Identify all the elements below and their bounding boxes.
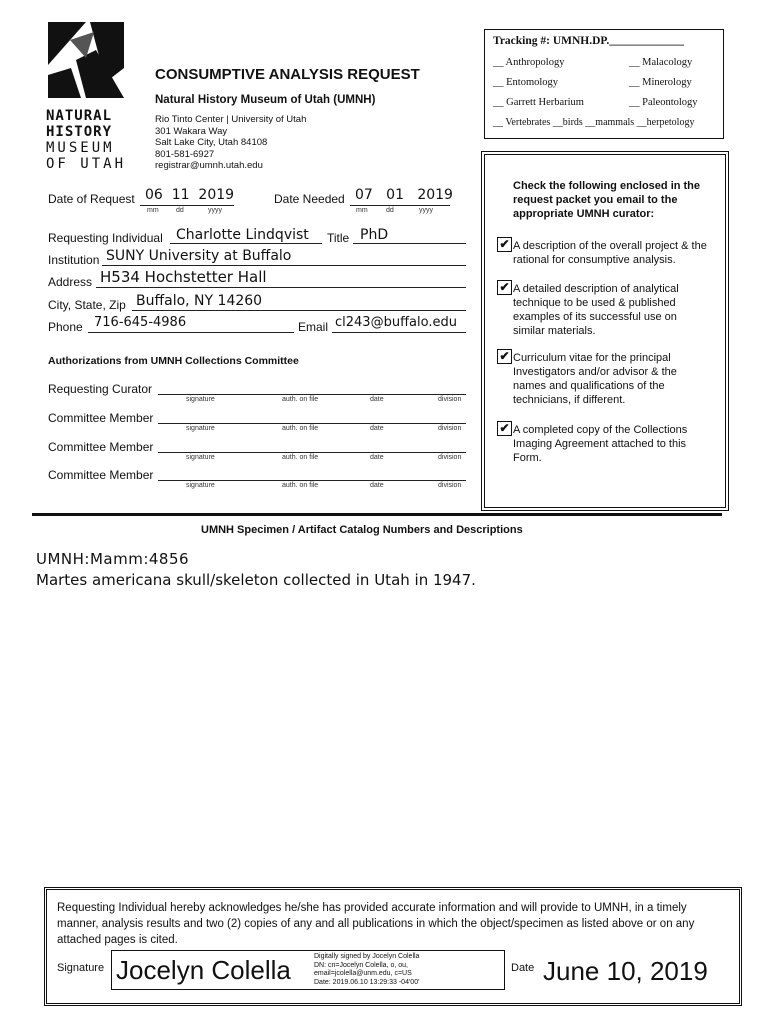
auth-heading: Authorizations from UMNH Collections Committee [48, 355, 299, 367]
city-value[interactable]: Buffalo, NY 14260 [136, 293, 263, 309]
option-vertebrates[interactable]: __ Vertebrates __birds __mammals __herpetology [493, 117, 695, 128]
address-value[interactable]: H534 Hochstetter Hall [100, 268, 267, 286]
email-value[interactable]: cl243@buffalo.edu [335, 315, 457, 330]
logo-mark-icon [46, 20, 126, 100]
checklist-item-cv: Curriculum vitae for the principal Investigators and/or advisor & the names and qualifications of the technicians, if different. [513, 352, 677, 406]
checklist-item-description: A description of the overall project & the rational for consumptive analysis. [513, 240, 707, 266]
address-line: Rio Tinto Center | University of Utah [155, 114, 307, 125]
museum-logo [46, 20, 126, 100]
form-title: CONSUMPTIVE ANALYSIS REQUEST [155, 66, 420, 83]
title-value[interactable]: PhD [360, 227, 389, 243]
acknowledgement-box [44, 887, 742, 1006]
phone-value[interactable]: 716-645-4986 [94, 315, 187, 330]
signature-value: Jocelyn Colella [116, 955, 291, 985]
phone-label: Phone [48, 320, 83, 334]
tracking-label: Tracking #: UMNH.DP._____________ [493, 35, 685, 47]
auth-row-label: Committee Member [48, 468, 154, 482]
logo-wordmark [46, 108, 126, 172]
checkbox-cv[interactable]: ✔ [497, 349, 512, 364]
address-line: 301 Wakara Way [155, 125, 228, 137]
checklist-heading: Check the following enclosed in the request packet you email to the appropriate UMNH curator: [513, 180, 701, 220]
catalog-number[interactable]: UMNH:Mamm:4856 [36, 550, 190, 568]
address-label: Address [48, 275, 93, 289]
digital-signature-info: Digitally signed by Jocelyn Colella DN: cn=Jocelyn Colella, o, ou, email=jcolella@unm.edu, c=US Date: 2019.06.10 13:29:33 -04'00' [314, 953, 420, 986]
auth-row-label: Committee Member [48, 411, 154, 425]
individual-label: Requesting Individual [48, 231, 163, 245]
date-needed-value[interactable]: 07 01 2019 [355, 187, 453, 203]
option-entomology[interactable]: __ Entomology [493, 77, 559, 88]
email-label: Email [298, 320, 329, 334]
institution-label: Institution [48, 253, 100, 267]
form-subtitle: Natural History Museum of Utah (UMNH) [155, 94, 376, 106]
signature-field[interactable] [111, 950, 505, 990]
checklist-item-imaging: A completed copy of the Collections Imaging Agreement attached to this Form. [513, 424, 688, 464]
date-request-label: Date of Request [48, 192, 135, 206]
option-malacology[interactable]: __ Malacology [629, 57, 693, 68]
auth-row-label: Requesting Curator [48, 382, 153, 396]
option-anthropology[interactable]: __ Anthropology [493, 57, 565, 68]
logo-line: OF UTAH [46, 156, 127, 172]
checkbox-description[interactable]: ✔ [497, 237, 512, 252]
option-paleontology[interactable]: __ Paleontology [629, 97, 698, 108]
address-line: registrar@umnh.utah.edu [155, 160, 263, 171]
catalog-heading: UMNH Specimen / Artifact Catalog Numbers and Descriptions [201, 524, 523, 536]
checkbox-imaging[interactable]: ✔ [497, 421, 512, 436]
option-minerology[interactable]: __ Minerology [629, 77, 692, 88]
signature-label: Signature [57, 962, 105, 974]
museum-address [155, 114, 306, 172]
acknowledgement-text: Requesting Individual hereby acknowledges he/she has provided accurate information and will provide to UMNH, in a timely manner, analysis results and two (2) copies of any and all publications in which the object/specimen as listed above or on any attached pages is cited. [57, 902, 695, 946]
date-needed-label: Date Needed [274, 192, 345, 206]
logo-line: MUSEUM [46, 140, 115, 156]
logo-line: NATURAL [46, 108, 113, 124]
date-request-value[interactable]: 06 11 2019 [145, 187, 235, 203]
checklist-box [481, 151, 729, 511]
address-line: Salt Lake City, Utah 84108 [155, 137, 268, 148]
title-label: Title [327, 231, 350, 245]
checklist-item-technique: A detailed description of analytical technique to be used & published examples of its successful use on similar materials. [513, 283, 679, 337]
date-value[interactable]: June 10, 2019 [543, 956, 708, 986]
logo-line: HISTORY [46, 124, 113, 140]
option-herbarium[interactable]: __ Garrett Herbarium [493, 97, 584, 108]
date-label: Date [511, 962, 535, 974]
checkbox-technique[interactable]: ✔ [497, 280, 512, 295]
institution-value[interactable]: SUNY University at Buffalo [106, 248, 292, 264]
section-divider [32, 513, 722, 516]
tracking-box [484, 29, 724, 139]
catalog-description[interactable]: Martes americana skull/skeleton collected in Utah in 1947. [36, 571, 476, 589]
auth-row-label: Committee Member [48, 440, 154, 454]
individual-value[interactable]: Charlotte Lindqvist [176, 227, 309, 243]
address-line: 801-581-6927 [155, 148, 215, 160]
city-label: City, State, Zip [48, 298, 126, 312]
